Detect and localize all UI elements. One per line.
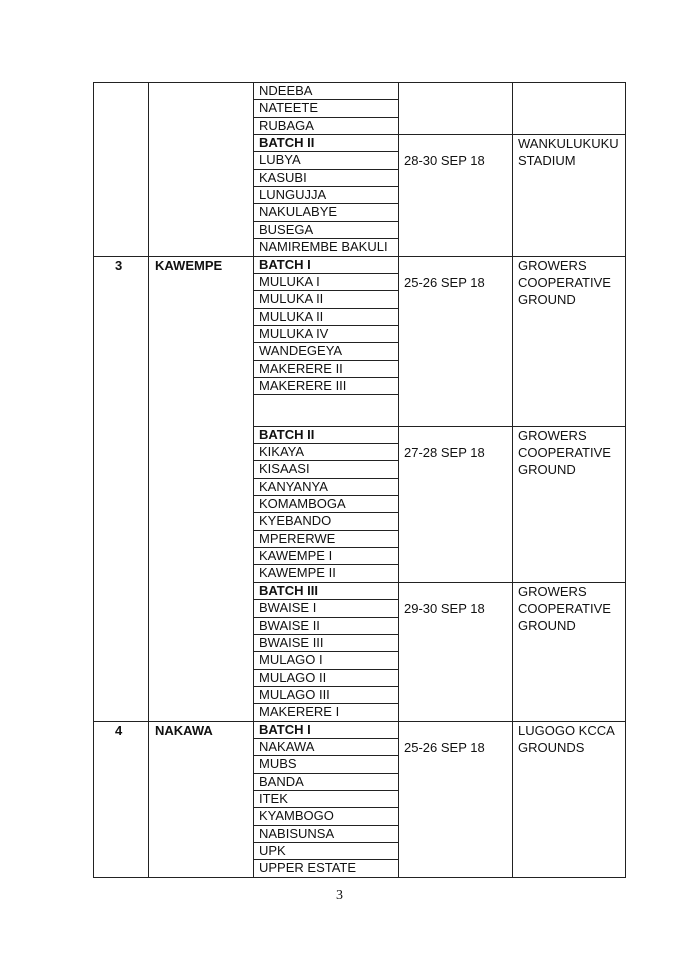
parish-name: MULAGO III	[259, 686, 330, 702]
batch-venue: GROWERS COOPERATIVE GROUND	[518, 257, 611, 307]
parish-name: KAWEMPE II	[259, 565, 336, 581]
parish-name: BUSEGA	[259, 221, 314, 237]
parish-name: RUBAGA	[259, 117, 314, 133]
parish-name: NABISUNSA	[259, 825, 335, 841]
parish-name: MULUKA II	[259, 291, 324, 307]
batch-dates: 29-30 SEP 18	[404, 601, 485, 617]
parish-name: ITEK	[259, 791, 288, 806]
parish-name: NAKULABYE	[259, 204, 338, 220]
column-rule	[625, 82, 626, 878]
parish-name: WANDEGEYA	[259, 343, 343, 359]
page-number: 3	[336, 888, 343, 903]
row-number: 3	[115, 257, 123, 273]
row-rule	[93, 877, 625, 878]
column-rule	[253, 82, 254, 878]
parish-name: MAKERERE III	[259, 377, 347, 393]
batch-label: BATCH II	[259, 426, 315, 442]
parish-name: BWAISE III	[259, 634, 324, 650]
parish-name: UPPER ESTATE	[259, 860, 357, 876]
parish-name: KISAASI	[259, 461, 310, 477]
batch-venue: GROWERS COOPERATIVE GROUND	[518, 427, 611, 477]
parish-name: MULUKA I	[259, 273, 320, 289]
parish-name: MULAGO I	[259, 652, 323, 668]
parish-name: KOMAMBOGA	[259, 496, 346, 512]
division-name: KAWEMPE	[155, 257, 223, 273]
parish-name: UPK	[259, 843, 286, 859]
batch-venue: GROWERS COOPERATIVE GROUND	[518, 583, 611, 633]
parish-name: KANYANYA	[259, 478, 328, 494]
batch-dates: 25-26 SEP 18	[404, 739, 485, 755]
parish-name: NAKAWA	[259, 738, 315, 754]
batch-label: BATCH I	[259, 721, 311, 737]
batch-label: BATCH III	[259, 582, 318, 598]
parish-name: NATEETE	[259, 100, 318, 116]
table-top-border	[93, 82, 625, 83]
parish-name: KYAMBOGO	[259, 808, 334, 824]
batch-dates: 25-26 SEP 18	[404, 274, 485, 290]
batch-label: BATCH I	[259, 256, 311, 272]
row-number: 4	[115, 722, 123, 738]
parish-name: NDEEBA	[259, 83, 313, 98]
parish-name: KIKAYA	[259, 444, 305, 459]
parish-name: MPERERWE	[259, 530, 336, 546]
column-rule	[148, 82, 149, 878]
parish-name: MULAGO II	[259, 669, 327, 685]
parish-name: MULUKA IV	[259, 325, 329, 341]
column-rule	[398, 82, 399, 878]
parish-name: KASUBI	[259, 169, 307, 185]
parish-name: MULUKA II	[259, 308, 324, 324]
parish-name: LUNGUJJA	[259, 187, 327, 203]
parish-name: KYEBANDO	[259, 513, 332, 529]
batch-venue: WANKULUKUKU STADIUM	[518, 136, 619, 169]
parish-name: MUBS	[259, 756, 297, 772]
batch-dates: 28-30 SEP 18	[404, 153, 485, 169]
batch-venue: LUGOGO KCCA GROUNDS	[518, 722, 615, 755]
parish-name: BANDA	[259, 773, 304, 789]
division-name: NAKAWA	[155, 722, 213, 738]
parish-name: KAWEMPE I	[259, 548, 333, 564]
column-rule	[512, 82, 513, 878]
parish-name: BWAISE II	[259, 617, 320, 633]
parish-name: MAKERERE II	[259, 360, 343, 376]
batch-dates: 27-28 SEP 18	[404, 445, 485, 460]
parish-name: MAKERERE I	[259, 704, 340, 720]
parish-name: BWAISE I	[259, 600, 317, 616]
column-rule	[93, 82, 94, 878]
batch-label: BATCH II	[259, 135, 315, 151]
parish-rule	[253, 394, 398, 395]
parish-name: LUBYA	[259, 152, 301, 168]
parish-name: NAMIREMBE BAKULI	[259, 239, 388, 255]
